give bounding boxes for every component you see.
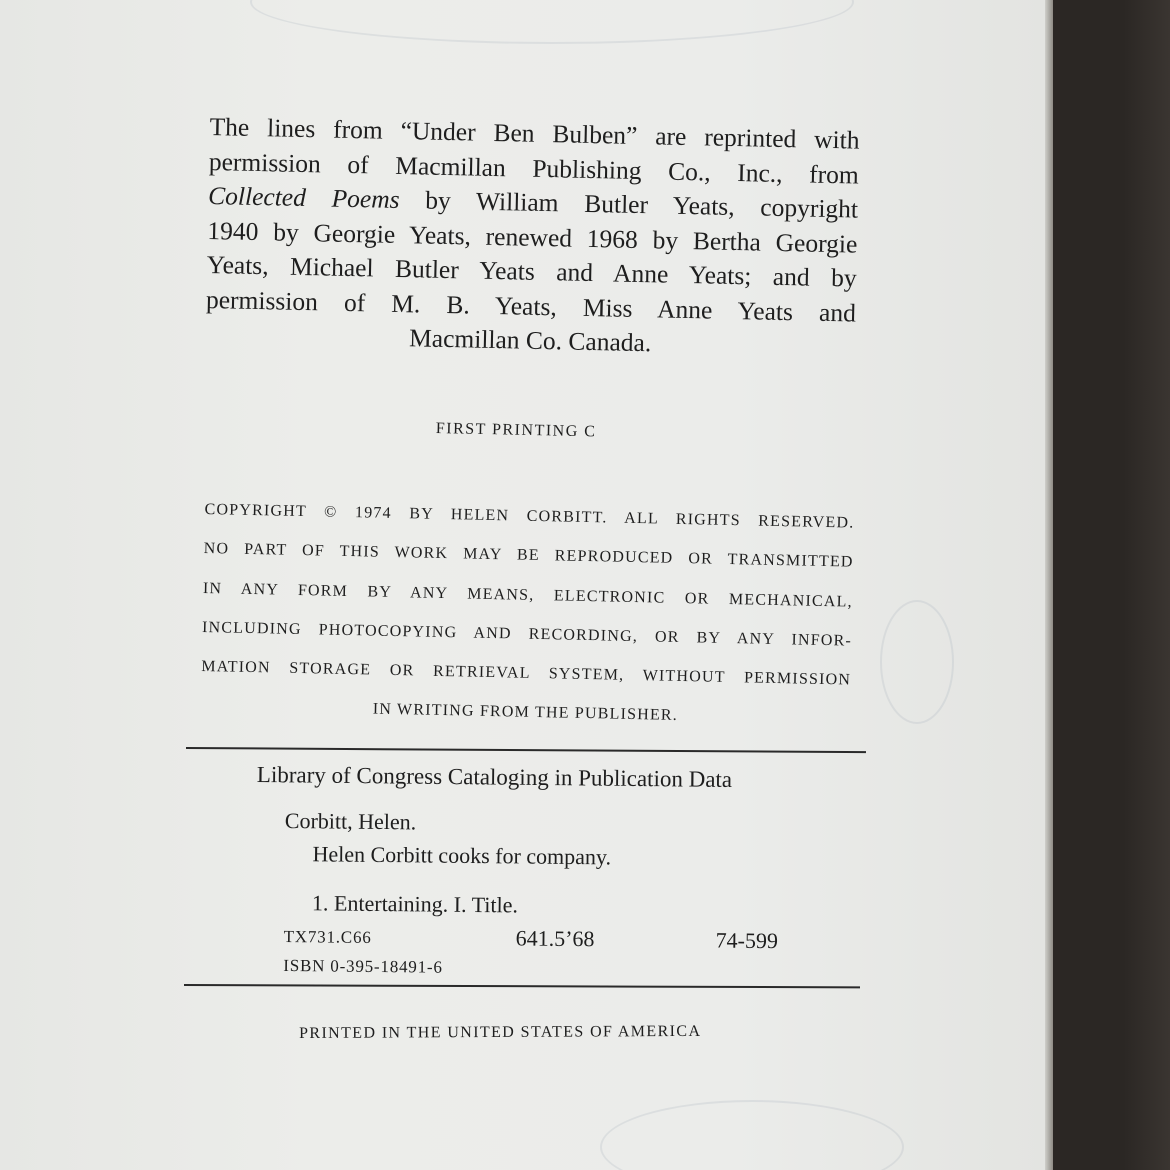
copyright-line: INCLUDING PHOTOCOPYING AND RECORDING, OR BY ANY INFOR- <box>201 618 853 650</box>
printed-in-label: PRINTED IN THE UNITED STATES OF AMERICA <box>299 1022 702 1042</box>
cip-classification-row <box>283 923 779 959</box>
cip-book-title: Helen Corbitt cooks for company. <box>312 841 612 870</box>
copyright-line: NO PART OF THIS WORK MAY BE REPRODUCED OR TRANSMITTED <box>203 540 854 571</box>
cip-top-rule <box>186 747 866 753</box>
page-edge <box>1045 0 1053 1170</box>
cip-lc-call-number: TX731.C66 <box>283 926 372 947</box>
permissions-line-rest: by William Butler Yeats, copyright <box>399 184 859 224</box>
copyright-line: IN ANY FORM BY ANY MEANS, ELECTRONIC OR MECHANICAL, <box>202 579 853 611</box>
copyright-line: IN WRITING FROM THE PUBLISHER. <box>372 701 679 725</box>
cip-subjects: 1. Entertaining. I. Title. <box>311 890 519 918</box>
showthrough-mark-right <box>880 600 954 724</box>
dark-background <box>1053 0 1170 1170</box>
permissions-paragraph <box>205 110 860 365</box>
copyright-notice <box>200 490 855 739</box>
cip-author: Corbitt, Helen. <box>284 808 417 835</box>
cip-lccn: 74-599 <box>715 927 779 954</box>
cip-heading: Library of Congress Cataloging in Publication Data <box>256 762 733 792</box>
permissions-line: Macmillan Co. Canada. <box>408 323 652 358</box>
permissions-line: 1940 by Georgie Yeats, renewed 1968 by Bertha Georgie <box>207 215 858 259</box>
first-printing-label: FIRST PRINTING C <box>435 420 597 441</box>
italic-book-title: Collected Poems <box>207 180 400 214</box>
showthrough-mark-bottom <box>600 1100 904 1170</box>
permissions-line: permission of Macmillan Publishing Co., Inc., from <box>208 146 860 190</box>
cip-block <box>283 808 779 992</box>
cip-dewey: 641.5’68 <box>515 925 595 952</box>
showthrough-mark-top <box>250 0 854 44</box>
copyright-line: COPYRIGHT © 1974 BY HELEN CORBITT. ALL RIGHTS RESERVED. <box>204 500 855 532</box>
cip-isbn: ISBN 0-395-18491-6 <box>283 955 443 977</box>
copyright-line: MATION STORAGE OR RETRIEVAL SYSTEM, WITHOUT PERMISSION <box>201 658 852 689</box>
permissions-line: Yeats, Michael Butler Yeats and Anne Yeats; and by <box>206 249 857 293</box>
permissions-line: The lines from “Under Ben Bulben” are reprinted with <box>209 111 860 155</box>
permissions-line: permission of M. B. Yeats, Miss Anne Yeats and <box>205 284 857 328</box>
